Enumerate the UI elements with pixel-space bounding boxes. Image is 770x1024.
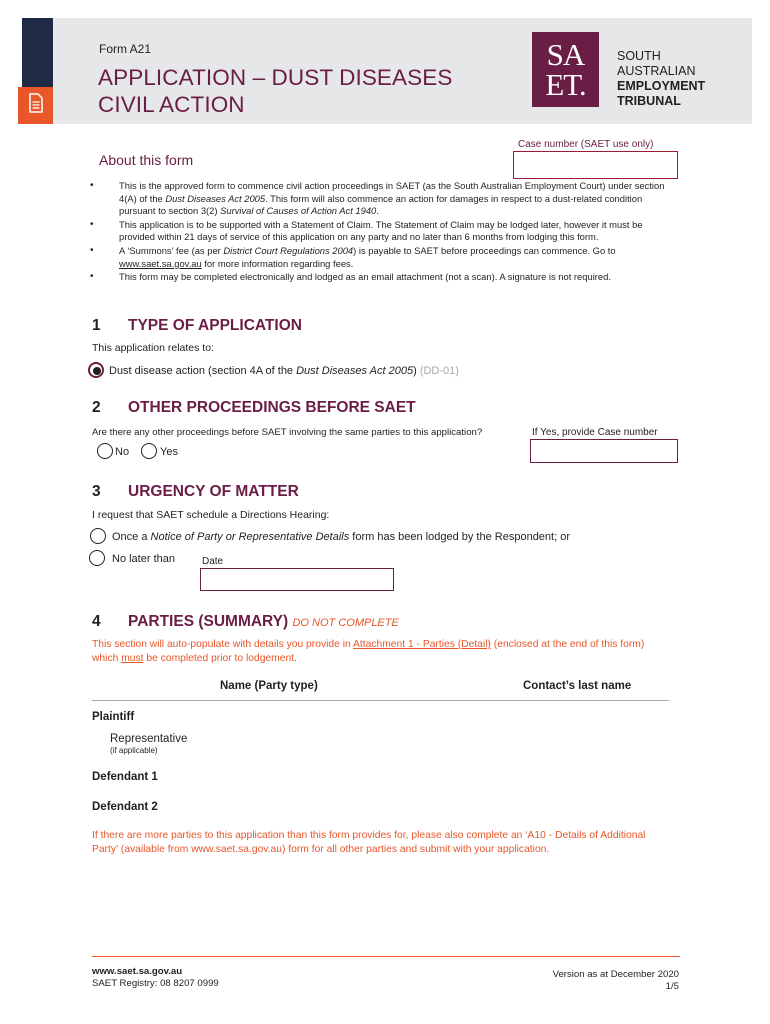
option-text-a: Dust disease action (section 4A of the	[109, 365, 297, 377]
case-number-field[interactable]	[513, 151, 678, 179]
yes-label: Yes	[160, 446, 178, 458]
option-act: Dust Diseases Act 2005	[296, 365, 414, 377]
section3-intro: I request that SAET schedule a Directions Hearing:	[92, 509, 330, 521]
date-field[interactable]	[200, 568, 394, 591]
bullet1-act-2: Survival of Causes of Action Act 1940	[220, 205, 377, 217]
date-label: Date	[202, 556, 224, 567]
bullet3-text-d: for more information regarding fees.	[201, 257, 354, 269]
more-parties-note: If there are more parties to this application than this form provides for, please also complete an ‘A10 - Details of Additional Party’ (available from www.saet.sa.gov.au) form for all other parties and submit with your application.	[92, 830, 646, 855]
column-header-name: Name (Party type)	[220, 680, 318, 692]
saet-logo	[532, 32, 599, 107]
logo-line-4: TRIBUNAL	[617, 94, 681, 108]
about-bullet-1	[88, 180, 670, 218]
about-bullet-4: • This form may be completed electronically and lodged as an email attachment (not a scan). A signature is not required.	[88, 271, 670, 284]
bullet1-text-c: . This form will also commence an action for damages in respect to a dust-related condition pursuant to section 3(2)	[119, 192, 643, 217]
no-radio[interactable]	[97, 443, 113, 459]
no-later-than-label: No later than	[112, 553, 175, 565]
notice-text-a: Once a	[112, 531, 151, 543]
footer-version: Version as at December 2020	[552, 969, 679, 980]
about-bullets	[88, 180, 670, 285]
form-number: Form A21	[99, 42, 152, 56]
saet-website-link[interactable]: www.saet.sa.gov.au	[119, 257, 202, 269]
dust-disease-label	[109, 365, 459, 377]
desc-text-b: (enclosed at the end of this form) which	[92, 639, 645, 664]
section1-intro: This application relates to:	[92, 342, 214, 354]
bullet1-text-e: .	[376, 205, 379, 217]
logo-letters-bottom: ET.	[545, 66, 586, 102]
table-header-rule	[92, 700, 669, 701]
do-not-complete-note: DO NOT COMPLETE	[292, 617, 399, 629]
page-number: 1/5	[665, 981, 679, 992]
logo-text	[617, 49, 705, 109]
about-bullet-3	[88, 245, 670, 270]
no-later-than-radio[interactable]	[89, 550, 105, 566]
section2-number: 2	[92, 399, 101, 416]
plaintiff-label: Plaintiff	[92, 711, 135, 723]
section2-question: Are there any other proceedings before SAET involving the same parties to this application?	[92, 427, 483, 438]
defendant-1-label: Defendant 1	[92, 771, 158, 783]
bullet1-act: Dust Diseases Act 2005	[165, 192, 266, 204]
section3-number: 3	[92, 483, 101, 500]
logo-line-3: EMPLOYMENT	[617, 79, 706, 93]
dust-disease-radio[interactable]	[88, 362, 104, 378]
representative-label: Representative	[110, 733, 188, 745]
section4-description	[92, 638, 672, 666]
desc-text-c: be completed prior to lodgement.	[143, 653, 297, 664]
if-applicable-note: (if applicable)	[110, 746, 158, 755]
about-heading: About this form	[99, 152, 194, 168]
section1-number: 1	[92, 317, 101, 334]
bullet3-regulation: District Court Regulations 2004	[223, 244, 354, 256]
notice-lodged-radio[interactable]	[90, 528, 106, 544]
column-header-contact: Contact’s last name	[523, 680, 632, 692]
logo-letters-top: SA	[546, 36, 585, 72]
no-label: No	[115, 446, 130, 458]
logo-letters	[545, 36, 586, 102]
footer-registry: SAET Registry: 08 8207 0999	[92, 978, 219, 989]
section4-title	[128, 613, 399, 631]
logo-line-1: SOUTH	[617, 49, 661, 63]
option-code: (DD-01)	[416, 365, 459, 377]
notice-lodged-label	[112, 531, 570, 543]
desc-text-a: This section will auto-populate with details you provide in	[92, 639, 353, 650]
bullet3-text-a: A ‘Summons’ fee (as per	[119, 244, 224, 256]
title-line-1: APPLICATION – DUST DISEASES	[98, 65, 453, 90]
page-title	[98, 64, 452, 118]
section3-title: URGENCY OF MATTER	[128, 483, 299, 500]
title-line-2: CIVIL ACTION	[98, 92, 245, 117]
desc-must: must	[121, 653, 144, 664]
section4-title-text: PARTIES (SUMMARY)	[128, 613, 289, 630]
about-bullet-2: • This application is to be supported with a Statement of Claim. The Statement of Claim may be lodged later, however it must be provided within 21 days of service of this application on any party and no later than 6 months from lodging this form.	[88, 219, 670, 244]
document-icon	[28, 93, 44, 118]
footer-website[interactable]: www.saet.sa.gov.au	[92, 966, 183, 977]
section1-title: TYPE OF APPLICATION	[128, 317, 302, 334]
section2-case-field[interactable]	[530, 439, 678, 463]
section2-case-label: If Yes, provide Case number	[532, 427, 658, 438]
yes-radio[interactable]	[141, 443, 157, 459]
case-number-label: Case number (SAET use only)	[518, 139, 654, 150]
section2-title: OTHER PROCEEDINGS BEFORE SAET	[128, 399, 416, 416]
bullet1-text-a: This is the approved form to commence civil action proceedings in SAET (as the South Australian Employment Court) under section 4(A) of the	[119, 180, 665, 204]
section4-number: 4	[92, 613, 101, 630]
form-tab	[18, 87, 53, 124]
attachment-1-link[interactable]: Attachment 1 - Parties (Detail)	[353, 639, 491, 650]
defendant-2-label: Defendant 2	[92, 801, 158, 813]
footer-rule	[92, 956, 680, 957]
option-text-c: )	[413, 365, 417, 377]
notice-text-c: form has been lodged by the Respondent; or	[349, 531, 570, 543]
bullet3-text-c: ) is payable to SAET before proceedings can commence. Go to	[353, 244, 616, 256]
logo-line-2: AUSTRALIAN	[617, 64, 696, 78]
notice-form-name: Notice of Party or Representative Details	[150, 531, 350, 543]
